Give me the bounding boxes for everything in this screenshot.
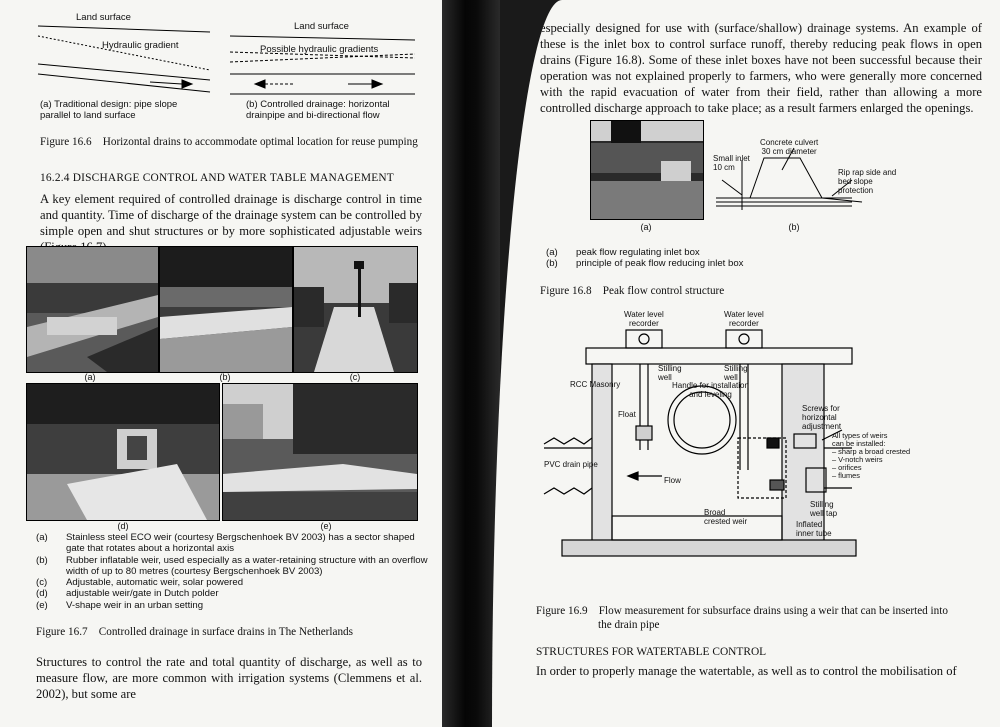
left-page [0,0,442,727]
label-stilling-well-2: Stilling well [724,364,748,382]
fig166-land-surface-a: Land surface [76,12,131,23]
fig168-legend-list [546,247,966,270]
paragraph-inlet-box: especially designed for use with (surface/shallow) drainage systems. An example of these is the inlet box to control surface runoff, thereby reducing peak flows in open drains (Figure 16.8). Some of these inlet boxes have not been successful because their operation was not explained properly to farmers, who were generally more concerned with the rapid evacuation of water from their field, rather than allowing a more controlled discharge approach to take place; as a result farmers enlarged the openings. [540,21,982,115]
paragraph-watertable: In order to properly manage the watertable, as well as to control the mobilisation of [536,664,957,678]
paragraph-structures: Structures to control the rate and total quantity of discharge, as well as to measure flow, are more common with irrigation systems (Clemmens et al. 2002), but some are [36,655,422,701]
fig168-label-a: (a) [640,222,652,232]
photo-inlet-box [590,120,704,220]
fig166-figure-caption: Figure 16.6 Horizontal drains to accommodate optimal location for reuse pumping [40,136,418,148]
label-small-inlet: Small inlet 10 cm [713,154,750,172]
label-rcc-masonry: RCC Masonry [570,380,621,389]
sub-heading-watertable: STRUCTURES FOR WATERTABLE CONTROL [536,646,767,658]
list-item: (a) Stainless steel ECO weir (courtesy Bergschenhoek BV 2003) has a sector shaped gate that rotates about a horizontal axis [36,532,415,555]
photo-label-b: (b) [219,372,231,382]
label-stilling-tap: Stilling well tap [810,500,838,518]
photo-c-solar-weir [293,246,418,373]
list-item: (e) V-shape weir in an urban setting [36,599,204,611]
fig167-legend-list [36,532,428,611]
label-screws: Screws for horizontal adjustment [802,404,842,431]
right-page [492,0,1000,727]
fig166-caption-b: (b) Controlled drainage: horizontal drainpipe and bi-directional flow [246,99,390,121]
fig166-hydraulic-b: Possible hydraulic gradients [260,44,379,55]
fig166-land-surface-b: Land surface [294,21,349,32]
label-flow: Flow [664,476,681,485]
book-gutter [442,0,500,727]
photo-b-rubber-weir [159,246,293,373]
label-broad-crested: Broad crested weir [704,508,748,526]
label-stilling-well-1: Stilling well [658,364,682,382]
fig169-figure-caption-2: the drain pipe [598,619,660,631]
fig168-figure-caption: Figure 16.8 Peak flow control structure [540,285,725,297]
list-item: (c) Adjustable, automatic weir, solar powered [36,577,244,589]
label-float: Float [618,410,636,419]
label-recorder-1: Water level recorder [624,310,664,328]
label-pvc-drain: PVC drain pipe [544,460,598,469]
photo-a-eco-weir [26,246,159,373]
section-heading: 16.2.4 DISCHARGE CONTROL AND WATER TABLE MANAGEMENT [40,172,394,184]
photo-d-polder-weir [26,383,220,521]
fig166-caption-a: (a) Traditional design: pipe slope parallel to land surface [40,99,178,121]
photo-e-v-shape-weir [222,383,418,521]
label-weir-types: All types of weirs can be installed: – sharp a broad crested – V-notch weirs – orifices – flumes [832,431,911,480]
label-recorder-2: Water level recorder [724,310,764,328]
label-handle: Handle for installation and leveling [672,381,749,399]
list-item: (a) peak flow regulating inlet box [546,247,700,258]
photo-label-a: (a) [84,372,96,382]
list-item: (d) adjustable weir/gate in Dutch polder [36,588,219,600]
paragraph-discharge-control: A key element required of controlled drainage is discharge control in time and quantity. Time of discharge of the drainage system can be controlled by simple open and shut structures or by more sophisticated adjustable weirs [40,192,422,238]
photo-label-e: (e) [320,521,332,531]
fig168-label-b: (b) [788,222,800,232]
photo-label-c: (c) [349,372,361,382]
photo-label-d: (d) [117,521,129,531]
label-inflated-tube: Inflated inner tube [796,520,832,538]
label-riprap: Rip rap side and bed slope protection [838,168,897,195]
list-item: (b) principle of peak flow reducing inlet box [546,258,744,270]
label-concrete-culvert: Concrete culvert 30 cm diameter [760,138,819,156]
fig167-figure-caption: Figure 16.7 Controlled drainage in surface drains in The Netherlands [36,626,353,638]
fig169-figure-caption-1: Figure 16.9 Flow measurement for subsurface drains using a weir that can be inserted into [536,605,948,617]
list-item: (b) Rubber inflatable weir, used especially as a water-retaining structure with an overflow width of up to 80 metres (courtesy Bergschenhoek BV 2003) [36,554,428,577]
fig166-hydraulic-a: Hydraulic gradient [102,40,179,51]
